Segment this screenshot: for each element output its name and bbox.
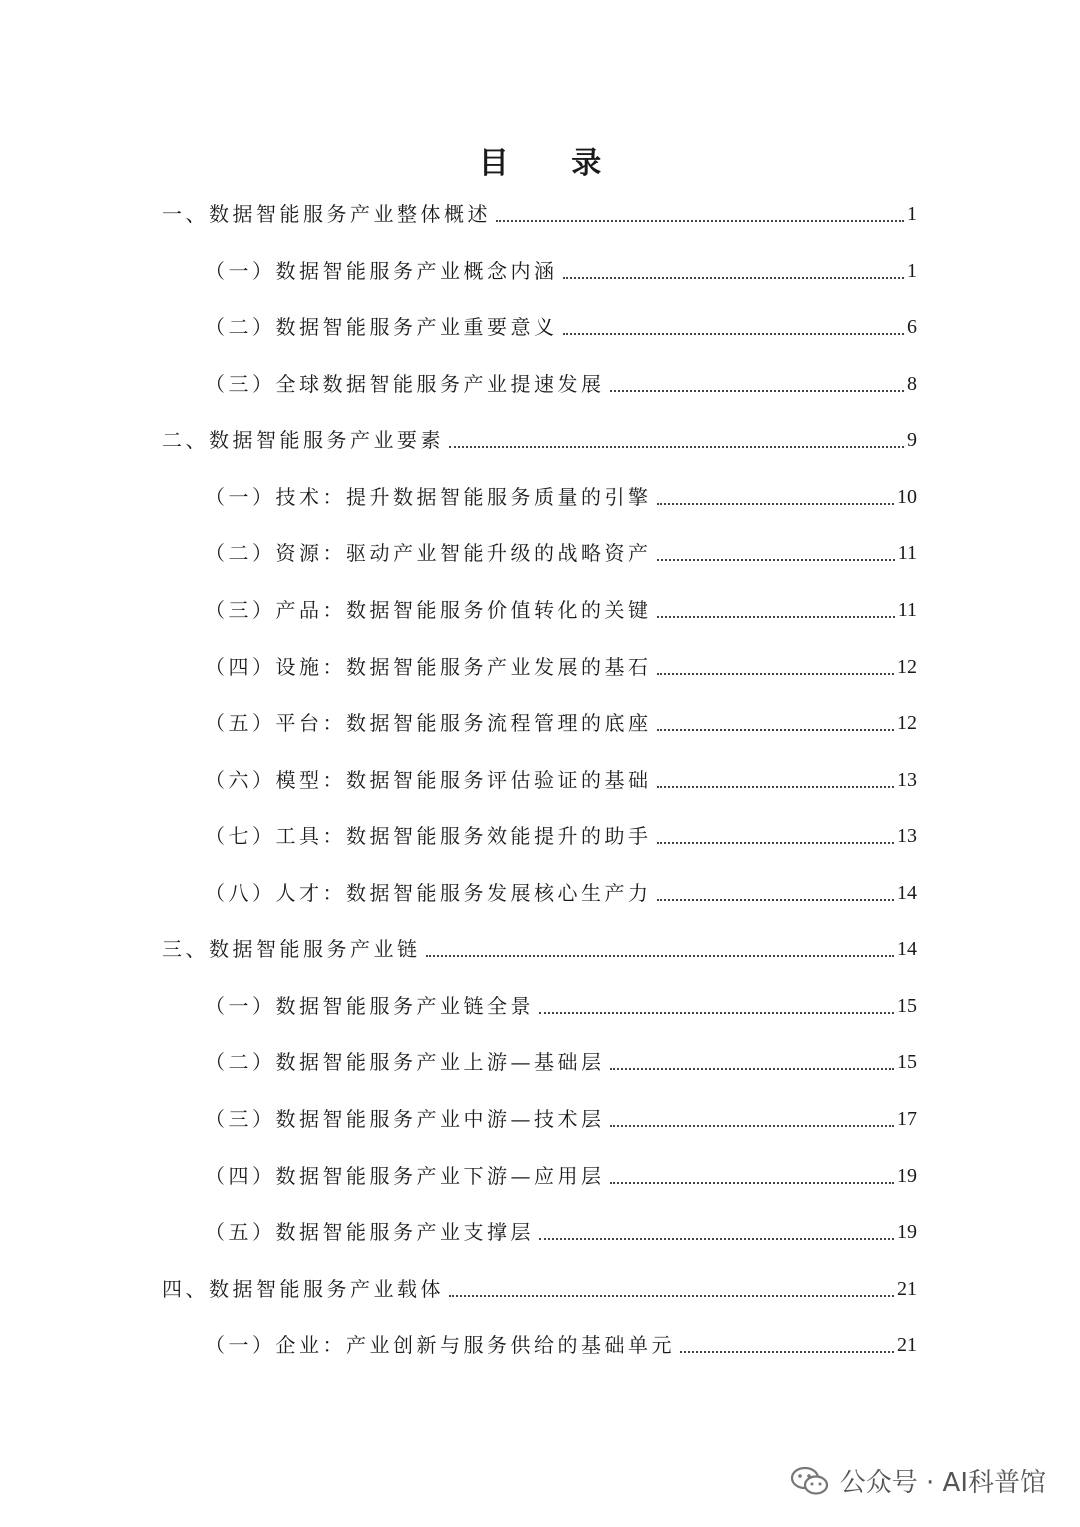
toc-entry[interactable] (205, 368, 917, 400)
toc-entry-page: 1 (907, 203, 917, 225)
toc-entry-page: 15 (897, 1051, 917, 1073)
toc-entry-label: （一）数据智能服务产业链全景 (205, 994, 534, 1018)
toc-entry-label: （三）产品：数据智能服务价值转化的关键 (205, 598, 652, 622)
toc-entry[interactable] (162, 1273, 917, 1305)
toc-entry-label: 三、数据智能服务产业链 (162, 937, 421, 961)
toc-entry[interactable] (205, 537, 917, 569)
toc-entry-page: 11 (897, 542, 917, 564)
toc-entry-page: 17 (897, 1108, 917, 1130)
dot-leader (680, 1351, 894, 1353)
dot-leader (563, 277, 905, 279)
toc-entry-page: 21 (897, 1278, 917, 1300)
toc-entry-page: 10 (897, 486, 917, 508)
toc-entry-page: 13 (897, 769, 917, 791)
toc-entry-label: （五）数据智能服务产业支撑层 (205, 1220, 534, 1244)
toc-entry-page: 21 (897, 1334, 917, 1356)
toc-entry[interactable] (162, 933, 917, 965)
toc-entry-page: 12 (897, 712, 917, 734)
toc-entry-page: 8 (907, 373, 917, 395)
toc-entry-label: （二）数据智能服务产业上游—基础层 (205, 1050, 605, 1074)
toc-title: 目 录 (478, 146, 628, 181)
toc-entry[interactable] (205, 1329, 917, 1361)
dot-leader (657, 673, 895, 675)
toc-entry-page: 6 (907, 316, 917, 338)
wechat-icon (790, 1466, 830, 1496)
toc-entry[interactable] (205, 990, 917, 1022)
toc-entry-page: 14 (897, 938, 917, 960)
dot-leader (610, 390, 905, 392)
dot-leader (657, 616, 895, 618)
dot-leader (657, 842, 895, 844)
dot-leader (539, 1012, 894, 1014)
toc-entry[interactable] (205, 820, 917, 852)
dot-leader (426, 955, 895, 957)
toc-entry-page: 14 (897, 882, 917, 904)
toc-entry-label: 二、数据智能服务产业要素 (162, 428, 444, 452)
toc-entry[interactable] (162, 424, 917, 456)
dot-leader (657, 786, 895, 788)
dot-leader (657, 559, 895, 561)
watermark (790, 1462, 1046, 1499)
dot-leader (657, 899, 895, 901)
toc-entry-label: （三）全球数据智能服务产业提速发展 (205, 372, 605, 396)
toc-entry-page: 11 (897, 599, 917, 621)
toc-entry-label: （一）企业：产业创新与服务供给的基础单元 (205, 1333, 675, 1357)
toc-entry[interactable] (205, 707, 917, 739)
toc-entry[interactable] (205, 594, 917, 626)
toc-entry-page: 19 (897, 1165, 917, 1187)
dot-leader (449, 446, 904, 448)
toc-entry-label: （八）人才：数据智能服务发展核心生产力 (205, 881, 652, 905)
toc-entry-page: 1 (907, 260, 917, 282)
dot-leader (610, 1068, 895, 1070)
watermark-text: 公众号 · AI科普馆 (839, 1468, 1046, 1498)
toc-entry[interactable] (205, 877, 917, 909)
toc-entry[interactable] (205, 481, 917, 513)
toc-entry[interactable] (205, 255, 917, 287)
toc-entry-label: 一、数据智能服务产业整体概述 (162, 202, 491, 226)
toc-entry[interactable] (205, 311, 917, 343)
toc-entry-label: （七）工具：数据智能服务效能提升的助手 (205, 824, 652, 848)
dot-leader (539, 1238, 894, 1240)
toc-entry[interactable] (205, 1216, 917, 1248)
toc-entry[interactable] (205, 1046, 917, 1078)
toc-entry-page: 15 (897, 995, 917, 1017)
toc-entry-label: 四、数据智能服务产业载体 (162, 1277, 444, 1301)
toc-entry-label: （一）数据智能服务产业概念内涵 (205, 259, 558, 283)
dot-leader (657, 729, 895, 731)
dot-leader (449, 1295, 894, 1297)
toc-entry-label: （四）数据智能服务产业下游—应用层 (205, 1164, 605, 1188)
toc-entry[interactable] (205, 764, 917, 796)
toc-entry-page: 12 (897, 656, 917, 678)
toc-entry[interactable] (205, 1103, 917, 1135)
toc-entry-label: （二）数据智能服务产业重要意义 (205, 315, 558, 339)
toc-entry-page: 19 (897, 1221, 917, 1243)
toc-entry-label: （六）模型：数据智能服务评估验证的基础 (205, 768, 652, 792)
toc-entry-page: 13 (897, 825, 917, 847)
toc-entry-page: 9 (907, 429, 917, 451)
toc-entry-label: （二）资源：驱动产业智能升级的战略资产 (205, 541, 652, 565)
dot-leader (657, 503, 895, 505)
dot-leader (563, 333, 905, 335)
toc-entry[interactable] (162, 198, 917, 230)
toc-entry-label: （三）数据智能服务产业中游—技术层 (205, 1107, 605, 1131)
dot-leader (496, 220, 904, 222)
toc-entry-label: （五）平台：数据智能服务流程管理的底座 (205, 711, 652, 735)
toc-entry[interactable] (205, 651, 917, 683)
toc-entry-label: （一）技术：提升数据智能服务质量的引擎 (205, 485, 652, 509)
toc-entry[interactable] (205, 1160, 917, 1192)
dot-leader (610, 1125, 895, 1127)
toc-entry-label: （四）设施：数据智能服务产业发展的基石 (205, 655, 652, 679)
dot-leader (610, 1182, 895, 1184)
